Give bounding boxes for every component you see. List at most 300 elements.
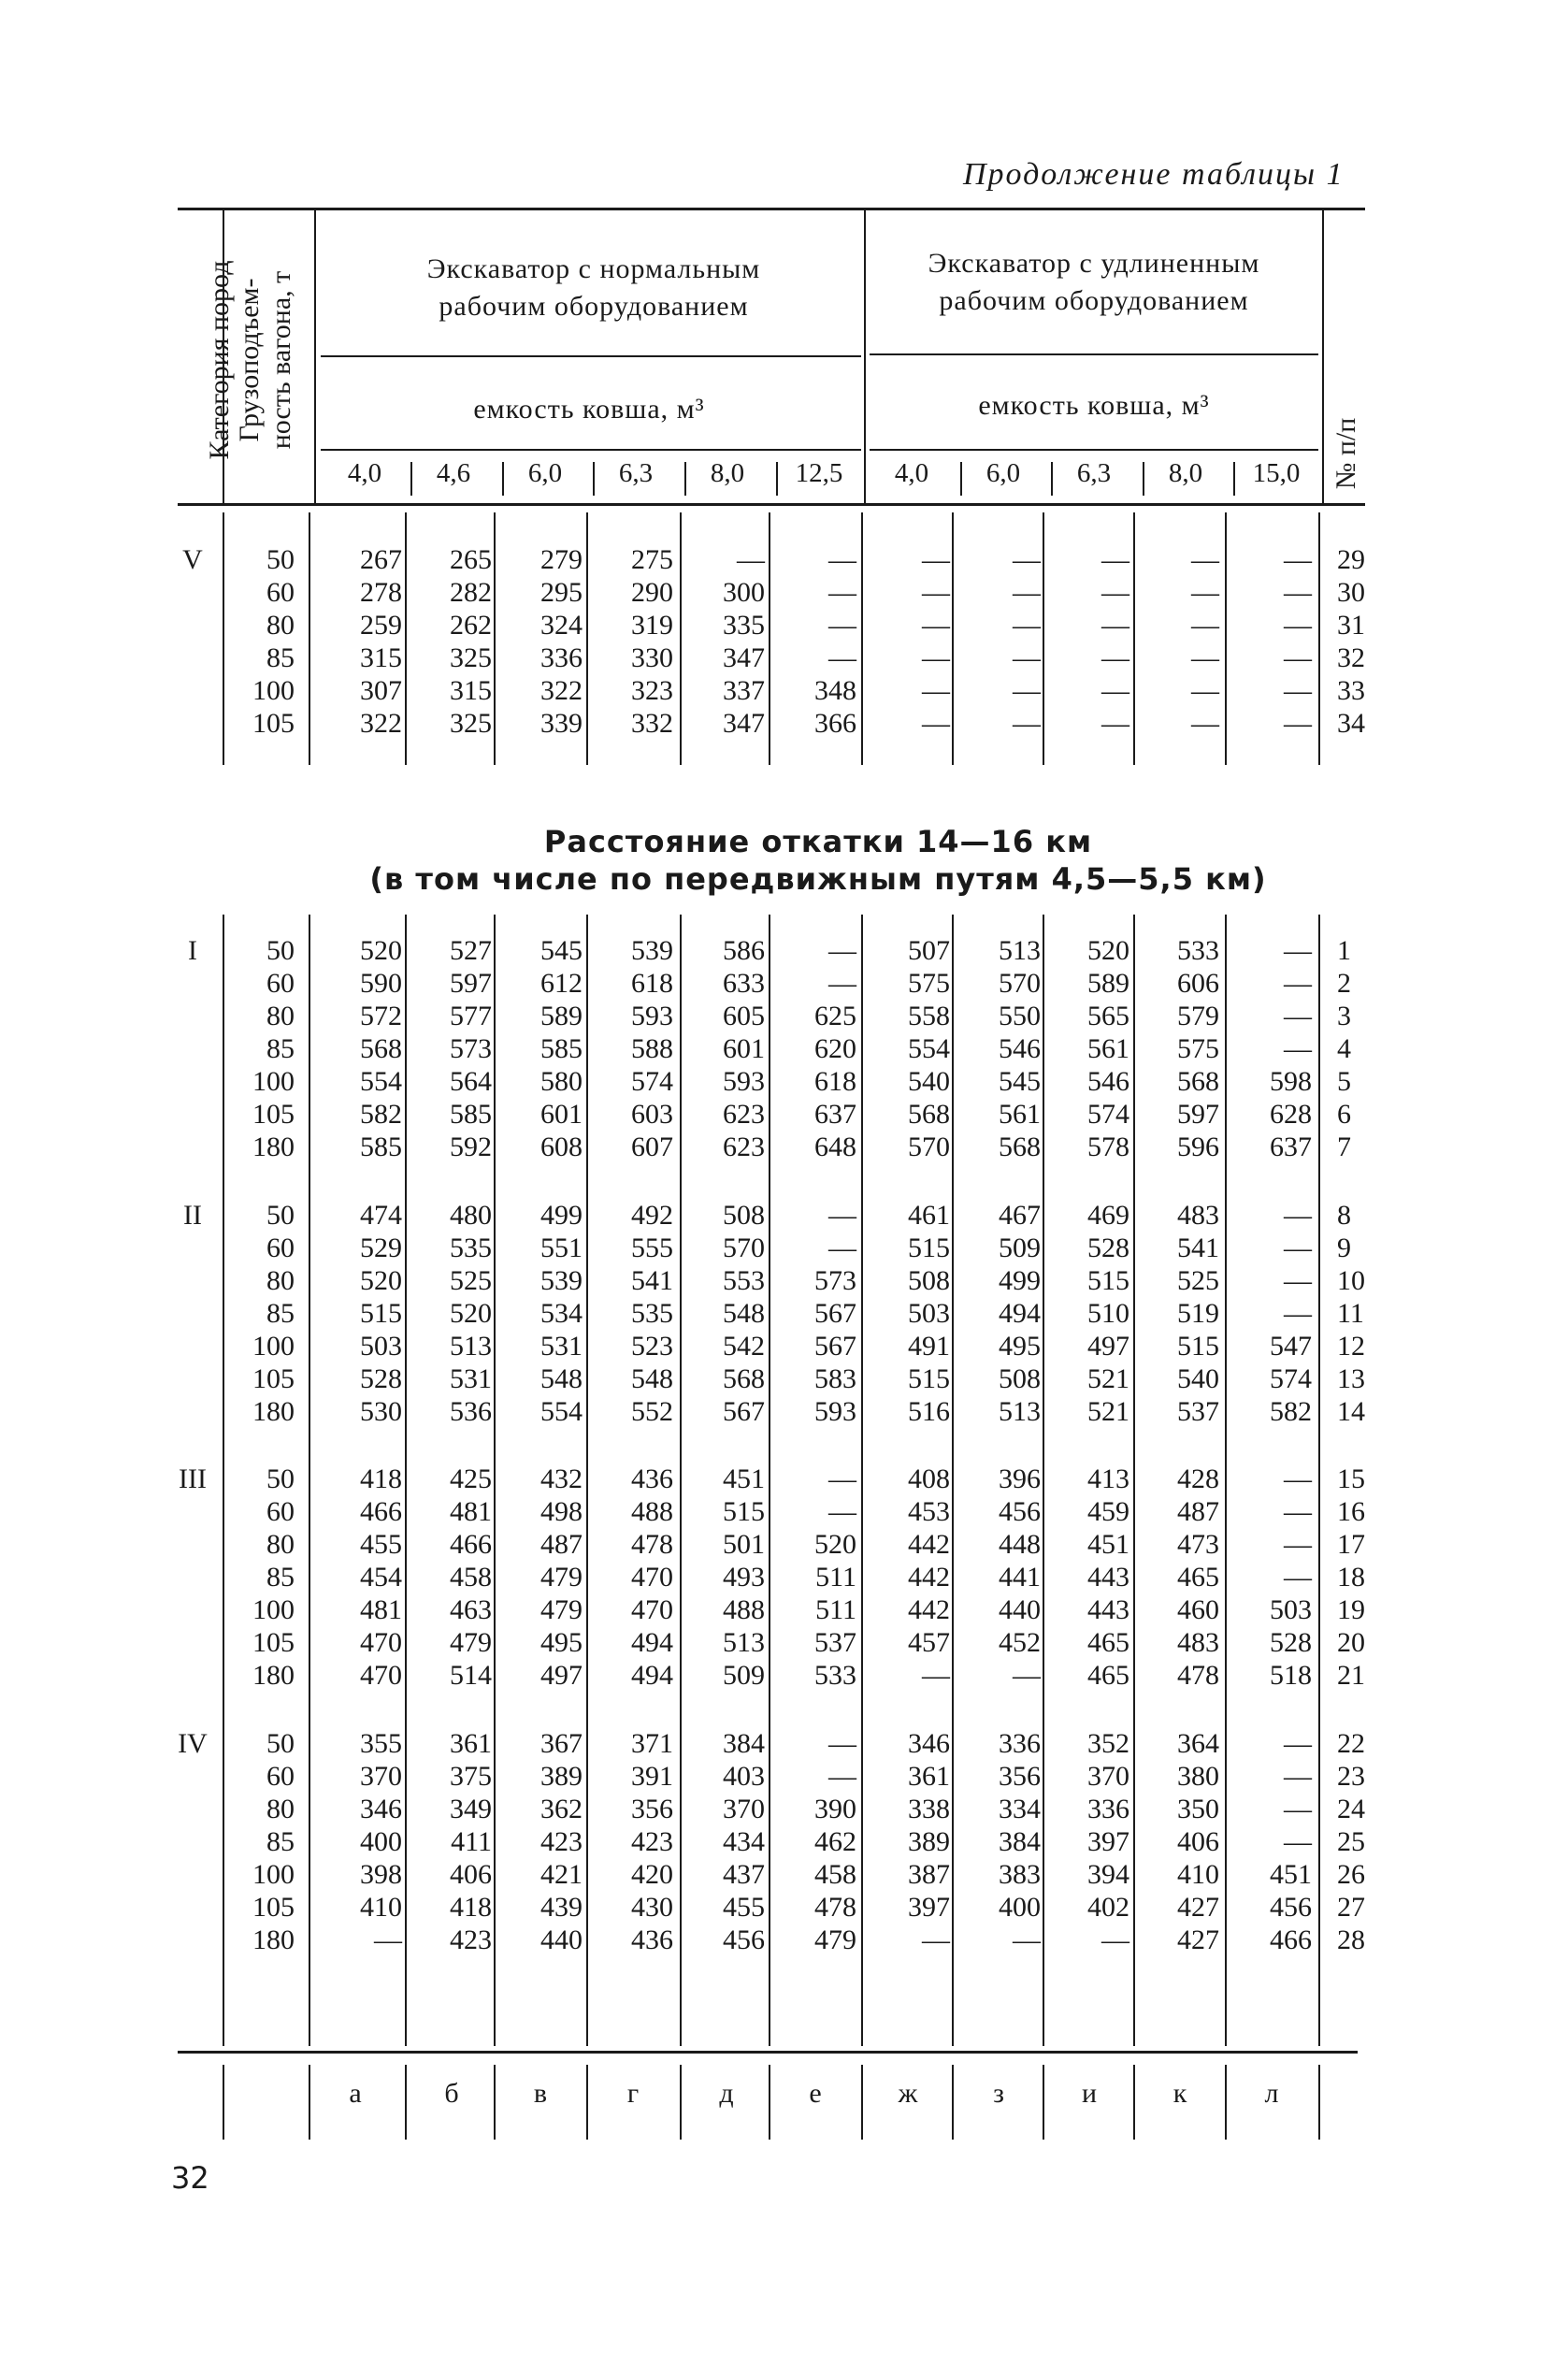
top-column-line — [405, 512, 407, 765]
table-cell: 555 — [631, 1232, 673, 1263]
table-cell: 515 — [360, 1298, 402, 1329]
footer-column-line — [309, 2065, 310, 2140]
table-cell: 390 — [814, 1794, 856, 1824]
capacity-cell: 60 — [266, 1496, 295, 1527]
table-cell: 423 — [631, 1826, 673, 1857]
main-column-line — [405, 915, 407, 2046]
table-cell: 349 — [450, 1794, 492, 1824]
table-cell: 403 — [723, 1761, 765, 1792]
table-cell: 519 — [1177, 1298, 1219, 1329]
table-cell: — — [1284, 675, 1312, 706]
column-letter: е — [809, 2078, 822, 2109]
bucket-label-normal: емкость ковша, м³ — [473, 394, 705, 425]
table-cell: 503 — [360, 1331, 402, 1362]
row-number: 2 — [1337, 968, 1351, 999]
table-cell: 432 — [540, 1463, 583, 1494]
table-cell: 597 — [1177, 1099, 1219, 1130]
capacity-cell: 50 — [266, 935, 295, 966]
main-column-line — [223, 915, 224, 2046]
table-cell: — — [1284, 968, 1312, 999]
capacity-cell: 60 — [266, 1761, 295, 1792]
table-cell: 608 — [540, 1132, 583, 1162]
table-cell: 384 — [999, 1826, 1041, 1857]
table-caption: Продолжение таблицы 1 — [963, 157, 1345, 192]
table-cell: 568 — [908, 1099, 950, 1130]
column-letter: г — [626, 2078, 640, 2109]
row-number: 4 — [1337, 1033, 1351, 1064]
table-cell: 300 — [723, 577, 765, 608]
table-cell: — — [1013, 675, 1041, 706]
table-cell: 551 — [540, 1232, 583, 1263]
row-number: 14 — [1337, 1396, 1365, 1427]
table-cell: 511 — [815, 1594, 856, 1625]
capacity-cell: 80 — [266, 1794, 295, 1824]
table-cell: — — [1101, 544, 1129, 575]
top-column-line — [680, 512, 682, 765]
table-cell: 470 — [631, 1562, 673, 1593]
table-cell: 387 — [908, 1859, 950, 1890]
capacity-cell: 105 — [252, 1099, 295, 1130]
capacity-cell: 85 — [266, 1562, 295, 1593]
footer-column-line — [405, 2065, 407, 2140]
table-cell: 324 — [540, 610, 583, 641]
table-cell: — — [1284, 610, 1312, 641]
header-category: Категория пород — [204, 260, 235, 460]
table-cell: 442 — [908, 1529, 950, 1560]
table-cell: 454 — [360, 1562, 402, 1593]
main-column-line — [861, 915, 863, 2046]
footer-column-line — [861, 2065, 863, 2140]
table-cell: 451 — [723, 1463, 765, 1494]
table-cell: 265 — [450, 544, 492, 575]
table-cell: 336 — [999, 1728, 1041, 1759]
table-cell: 443 — [1087, 1594, 1129, 1625]
table-cell: 588 — [631, 1033, 673, 1064]
table-cell: 552 — [631, 1396, 673, 1427]
table-cell: — — [828, 1232, 856, 1263]
main-column-line — [769, 915, 770, 2046]
section-title — [281, 823, 1356, 898]
table-cell: 568 — [999, 1132, 1041, 1162]
table-cell: 400 — [999, 1892, 1041, 1923]
table-cell: 465 — [1087, 1660, 1129, 1691]
table-cell: 515 — [723, 1496, 765, 1527]
table-cell: 550 — [999, 1001, 1041, 1031]
table-cell: 548 — [723, 1298, 765, 1329]
table-cell: — — [1284, 935, 1312, 966]
row-number: 20 — [1337, 1627, 1365, 1658]
table-cell: 322 — [540, 675, 583, 706]
table-cell: 528 — [1087, 1232, 1129, 1263]
table-cell: 533 — [1177, 935, 1219, 966]
table-cell: 493 — [723, 1562, 765, 1593]
table-cell: 463 — [450, 1594, 492, 1625]
bucket-size-0: 4,0 — [347, 458, 382, 488]
table-cell: 625 — [814, 1001, 856, 1031]
table-cell: 537 — [814, 1627, 856, 1658]
table-cell: 470 — [360, 1627, 402, 1658]
table-cell: 441 — [999, 1562, 1041, 1593]
table-cell: — — [828, 1200, 856, 1231]
table-cell: 525 — [1177, 1265, 1219, 1296]
table-cell: 520 — [814, 1529, 856, 1560]
bucket-size-8: 6,3 — [1076, 458, 1112, 488]
category-label: III — [179, 1463, 207, 1494]
footer-column-line — [223, 2065, 224, 2140]
table-cell: 523 — [631, 1331, 673, 1362]
row-number: 21 — [1337, 1660, 1365, 1691]
table-cell: — — [1284, 1033, 1312, 1064]
row-number: 5 — [1337, 1066, 1351, 1097]
table-cell: 548 — [540, 1363, 583, 1394]
table-cell: 579 — [1177, 1001, 1219, 1031]
table-cell: 545 — [540, 935, 583, 966]
bucket-size-5: 12,5 — [795, 458, 843, 488]
main-column-line — [494, 915, 496, 2046]
table-cell: — — [1101, 708, 1129, 739]
table-cell: — — [828, 968, 856, 999]
category-label: I — [188, 935, 197, 966]
table-cell: 525 — [450, 1265, 492, 1296]
row-number: 29 — [1337, 544, 1365, 575]
table-cell: 461 — [908, 1200, 950, 1231]
table-cell: 356 — [631, 1794, 673, 1824]
table-cell: 425 — [450, 1463, 492, 1494]
table-cell: 267 — [360, 544, 402, 575]
top-column-line — [1225, 512, 1227, 765]
table-cell: 574 — [1087, 1099, 1129, 1130]
table-cell: 494 — [999, 1298, 1041, 1329]
table-cell: 574 — [631, 1066, 673, 1097]
table-cell: — — [1284, 1463, 1312, 1494]
table-cell: 275 — [631, 544, 673, 575]
table-cell: 428 — [1177, 1463, 1219, 1494]
table-cell: 465 — [1177, 1562, 1219, 1593]
table-cell: 540 — [1177, 1363, 1219, 1394]
table-cell: 567 — [723, 1396, 765, 1427]
table-cell: 535 — [450, 1232, 492, 1263]
table-cell: 573 — [814, 1265, 856, 1296]
capacity-cell: 105 — [252, 1363, 295, 1394]
category-label: II — [183, 1200, 202, 1231]
table-cell: 442 — [908, 1562, 950, 1593]
table-cell: — — [1101, 642, 1129, 673]
table-cell: 561 — [1087, 1033, 1129, 1064]
table-cell: 582 — [360, 1099, 402, 1130]
table-cell: 458 — [814, 1859, 856, 1890]
table-cell: 481 — [360, 1594, 402, 1625]
table-cell: 572 — [360, 1001, 402, 1031]
table-cell: 439 — [540, 1892, 583, 1923]
row-number: 6 — [1337, 1099, 1351, 1130]
table-cell: 554 — [360, 1066, 402, 1097]
table-cell: — — [1013, 544, 1041, 575]
table-cell: 507 — [908, 935, 950, 966]
table-cell: — — [374, 1924, 402, 1955]
table-cell: — — [1284, 1232, 1312, 1263]
table-cell: 540 — [908, 1066, 950, 1097]
table-cell: 575 — [908, 968, 950, 999]
table-cell: 451 — [1270, 1859, 1312, 1890]
table-cell: 361 — [908, 1761, 950, 1792]
table-cell: — — [828, 610, 856, 641]
table-cell: 637 — [1270, 1132, 1312, 1162]
footer-rule — [178, 2051, 1358, 2054]
table-cell: — — [828, 1761, 856, 1792]
bucket-size-1: 4,6 — [436, 458, 471, 488]
table-cell: 366 — [814, 708, 856, 739]
table-cell: — — [1013, 610, 1041, 641]
table-cell: — — [1284, 1529, 1312, 1560]
table-cell: 511 — [815, 1562, 856, 1593]
table-cell: 606 — [1177, 968, 1219, 999]
table-cell: 575 — [1177, 1033, 1219, 1064]
table-cell: 568 — [723, 1363, 765, 1394]
table-cell: 466 — [360, 1496, 402, 1527]
column-letter: б — [444, 2078, 459, 2109]
table-cell: — — [1101, 610, 1129, 641]
table-cell: 367 — [540, 1728, 583, 1759]
table-cell: 410 — [360, 1892, 402, 1923]
table-cell: 494 — [631, 1627, 673, 1658]
table-cell: 397 — [908, 1892, 950, 1923]
table-cell: 295 — [540, 577, 583, 608]
table-cell: 607 — [631, 1132, 673, 1162]
table-cell: 509 — [999, 1232, 1041, 1263]
table-cell: 430 — [631, 1892, 673, 1923]
table-cell: 515 — [908, 1232, 950, 1263]
bucket-label-extended: емкость ковша, м³ — [978, 390, 1210, 421]
capacity-cell: 60 — [266, 968, 295, 999]
table-cell: 533 — [814, 1660, 856, 1691]
table-cell: 348 — [814, 675, 856, 706]
table-cell: 516 — [908, 1396, 950, 1427]
bucket-size-7: 6,0 — [985, 458, 1021, 488]
table-cell: 513 — [999, 935, 1041, 966]
table-cell: — — [922, 1924, 950, 1955]
size-separator — [410, 462, 412, 496]
table-cell: 578 — [1087, 1132, 1129, 1162]
table-cell: — — [1013, 642, 1041, 673]
table-cell: — — [828, 1463, 856, 1494]
table-cell: 466 — [1270, 1924, 1312, 1955]
table-cell: 332 — [631, 708, 673, 739]
table-cell: 338 — [908, 1794, 950, 1824]
table-cell: 601 — [540, 1099, 583, 1130]
table-cell: 574 — [1270, 1363, 1312, 1394]
footer-column-line — [494, 2065, 496, 2140]
capacity-cell: 50 — [266, 1463, 295, 1494]
table-cell: 593 — [723, 1066, 765, 1097]
table-cell: 521 — [1087, 1396, 1129, 1427]
table-cell: 539 — [631, 935, 673, 966]
table-cell: 397 — [1087, 1826, 1129, 1857]
table-cell: 443 — [1087, 1562, 1129, 1593]
footer-column-line — [1318, 2065, 1320, 2140]
row-number: 26 — [1337, 1859, 1365, 1890]
table-cell: 396 — [999, 1463, 1041, 1494]
table-cell: 456 — [1270, 1892, 1312, 1923]
table-cell: — — [1284, 1562, 1312, 1593]
table-cell: 488 — [631, 1496, 673, 1527]
capacity-cell: 80 — [266, 610, 295, 641]
row-number: 25 — [1337, 1826, 1365, 1857]
row-number: 9 — [1337, 1232, 1351, 1263]
page-number: 32 — [171, 2160, 209, 2196]
table-cell: 577 — [450, 1001, 492, 1031]
capacity-cell: 50 — [266, 1200, 295, 1231]
table-cell: 434 — [723, 1826, 765, 1857]
table-cell: — — [828, 1496, 856, 1527]
table-cell: 330 — [631, 642, 673, 673]
table-cell: 400 — [360, 1826, 402, 1857]
table-cell: — — [828, 935, 856, 966]
size-separator — [1143, 462, 1144, 496]
table-cell: 469 — [1087, 1200, 1129, 1231]
header-vline-2 — [314, 208, 316, 503]
size-separator — [776, 462, 778, 496]
table-cell: 325 — [450, 708, 492, 739]
row-number: 28 — [1337, 1924, 1365, 1955]
row-number: 19 — [1337, 1594, 1365, 1625]
table-cell: 436 — [631, 1924, 673, 1955]
table-cell: 513 — [450, 1331, 492, 1362]
table-cell: 541 — [631, 1265, 673, 1296]
row-number: 18 — [1337, 1562, 1365, 1593]
table-cell: — — [828, 642, 856, 673]
table-cell: — — [1284, 1761, 1312, 1792]
table-cell: 554 — [908, 1033, 950, 1064]
table-cell: — — [828, 1728, 856, 1759]
table-cell: 335 — [723, 610, 765, 641]
table-cell: 480 — [450, 1200, 492, 1231]
table-cell: 394 — [1087, 1859, 1129, 1890]
table-cell: 467 — [999, 1200, 1041, 1231]
table-cell: 356 — [999, 1761, 1041, 1792]
table-cell: 362 — [540, 1794, 583, 1824]
table-cell: 553 — [723, 1265, 765, 1296]
table-cell: 564 — [450, 1066, 492, 1097]
table-cell: 459 — [1087, 1496, 1129, 1527]
top-column-line — [1043, 512, 1044, 765]
table-cell: 478 — [814, 1892, 856, 1923]
top-column-line — [309, 512, 310, 765]
main-column-line — [309, 915, 310, 2046]
table-cell: — — [1284, 1200, 1312, 1231]
main-column-line — [680, 915, 682, 2046]
capacity-cell: 50 — [266, 1728, 295, 1759]
table-cell: — — [1284, 1496, 1312, 1527]
table-cell: 436 — [631, 1463, 673, 1494]
table-cell: 547 — [1270, 1331, 1312, 1362]
table-cell: 515 — [1087, 1265, 1129, 1296]
group-normal-label: Экскаватор с нормальным рабочим оборудованием — [426, 253, 761, 322]
table-cell: 499 — [999, 1265, 1041, 1296]
footer-column-line — [769, 2065, 770, 2140]
capacity-cell: 85 — [266, 1826, 295, 1857]
table-cell: 339 — [540, 708, 583, 739]
column-letter: д — [719, 2078, 734, 2109]
capacity-cell: 50 — [266, 544, 295, 575]
table-cell: — — [1013, 708, 1041, 739]
table-cell: 494 — [631, 1660, 673, 1691]
capacity-cell: 80 — [266, 1265, 295, 1296]
main-column-line — [1318, 915, 1320, 2046]
table-cell: 529 — [360, 1232, 402, 1263]
table-cell: 542 — [723, 1331, 765, 1362]
table-cell: 546 — [1087, 1066, 1129, 1097]
table-cell: 570 — [999, 968, 1041, 999]
main-column-line — [586, 915, 588, 2046]
table-cell: — — [1191, 544, 1219, 575]
table-cell: — — [1101, 1924, 1129, 1955]
table-cell: 633 — [723, 968, 765, 999]
row-number: 3 — [1337, 1001, 1351, 1031]
table-cell: 535 — [631, 1298, 673, 1329]
table-cell: 479 — [540, 1562, 583, 1593]
capacity-cell: 105 — [252, 1627, 295, 1658]
table-cell: — — [922, 544, 950, 575]
table-cell: 427 — [1177, 1892, 1219, 1923]
table-cell: 487 — [1177, 1496, 1219, 1527]
table-cell: 406 — [1177, 1826, 1219, 1857]
footer-column-line — [680, 2065, 682, 2140]
table-cell: 554 — [540, 1396, 583, 1427]
table-cell: 488 — [723, 1594, 765, 1625]
table-cell: 421 — [540, 1859, 583, 1890]
capacity-cell: 180 — [252, 1132, 295, 1162]
table-cell: 460 — [1177, 1594, 1219, 1625]
table-cell: — — [1191, 708, 1219, 739]
table-cell: 457 — [908, 1627, 950, 1658]
table-cell: 347 — [723, 642, 765, 673]
table-cell: 307 — [360, 675, 402, 706]
column-letter: ж — [898, 2078, 918, 2109]
table-cell: 508 — [908, 1265, 950, 1296]
section-title-line-2: (в том числе по передвижным путям 4,5—5,5 км) — [369, 861, 1267, 897]
table-cell: 618 — [631, 968, 673, 999]
table-cell: — — [1101, 675, 1129, 706]
table-cell: 336 — [540, 642, 583, 673]
table-cell: 585 — [360, 1132, 402, 1162]
capacity-cell: 100 — [252, 1066, 295, 1097]
row-number: 32 — [1337, 642, 1365, 673]
table-cell: 420 — [631, 1859, 673, 1890]
row-number: 23 — [1337, 1761, 1365, 1792]
table-cell: 346 — [908, 1728, 950, 1759]
top-column-line — [861, 512, 863, 765]
row-number: 12 — [1337, 1331, 1365, 1362]
group-extended-label: Экскаватор с удлиненным рабочим оборудованием — [928, 248, 1260, 316]
table-cell: 530 — [360, 1396, 402, 1427]
table-cell: — — [828, 577, 856, 608]
table-cell: 498 — [540, 1496, 583, 1527]
main-column-line — [952, 915, 954, 2046]
capacity-cell: 80 — [266, 1529, 295, 1560]
table-cell: 612 — [540, 968, 583, 999]
table-cell: 384 — [723, 1728, 765, 1759]
top-column-line — [223, 512, 224, 765]
capacity-cell: 85 — [266, 1033, 295, 1064]
table-cell: 603 — [631, 1099, 673, 1130]
row-number: 27 — [1337, 1892, 1365, 1923]
table-cell: 527 — [450, 935, 492, 966]
table-cell: 539 — [540, 1265, 583, 1296]
table-cell: 508 — [723, 1200, 765, 1231]
table-cell: 406 — [450, 1859, 492, 1890]
table-cell: 573 — [450, 1033, 492, 1064]
table-cell: 383 — [999, 1859, 1041, 1890]
